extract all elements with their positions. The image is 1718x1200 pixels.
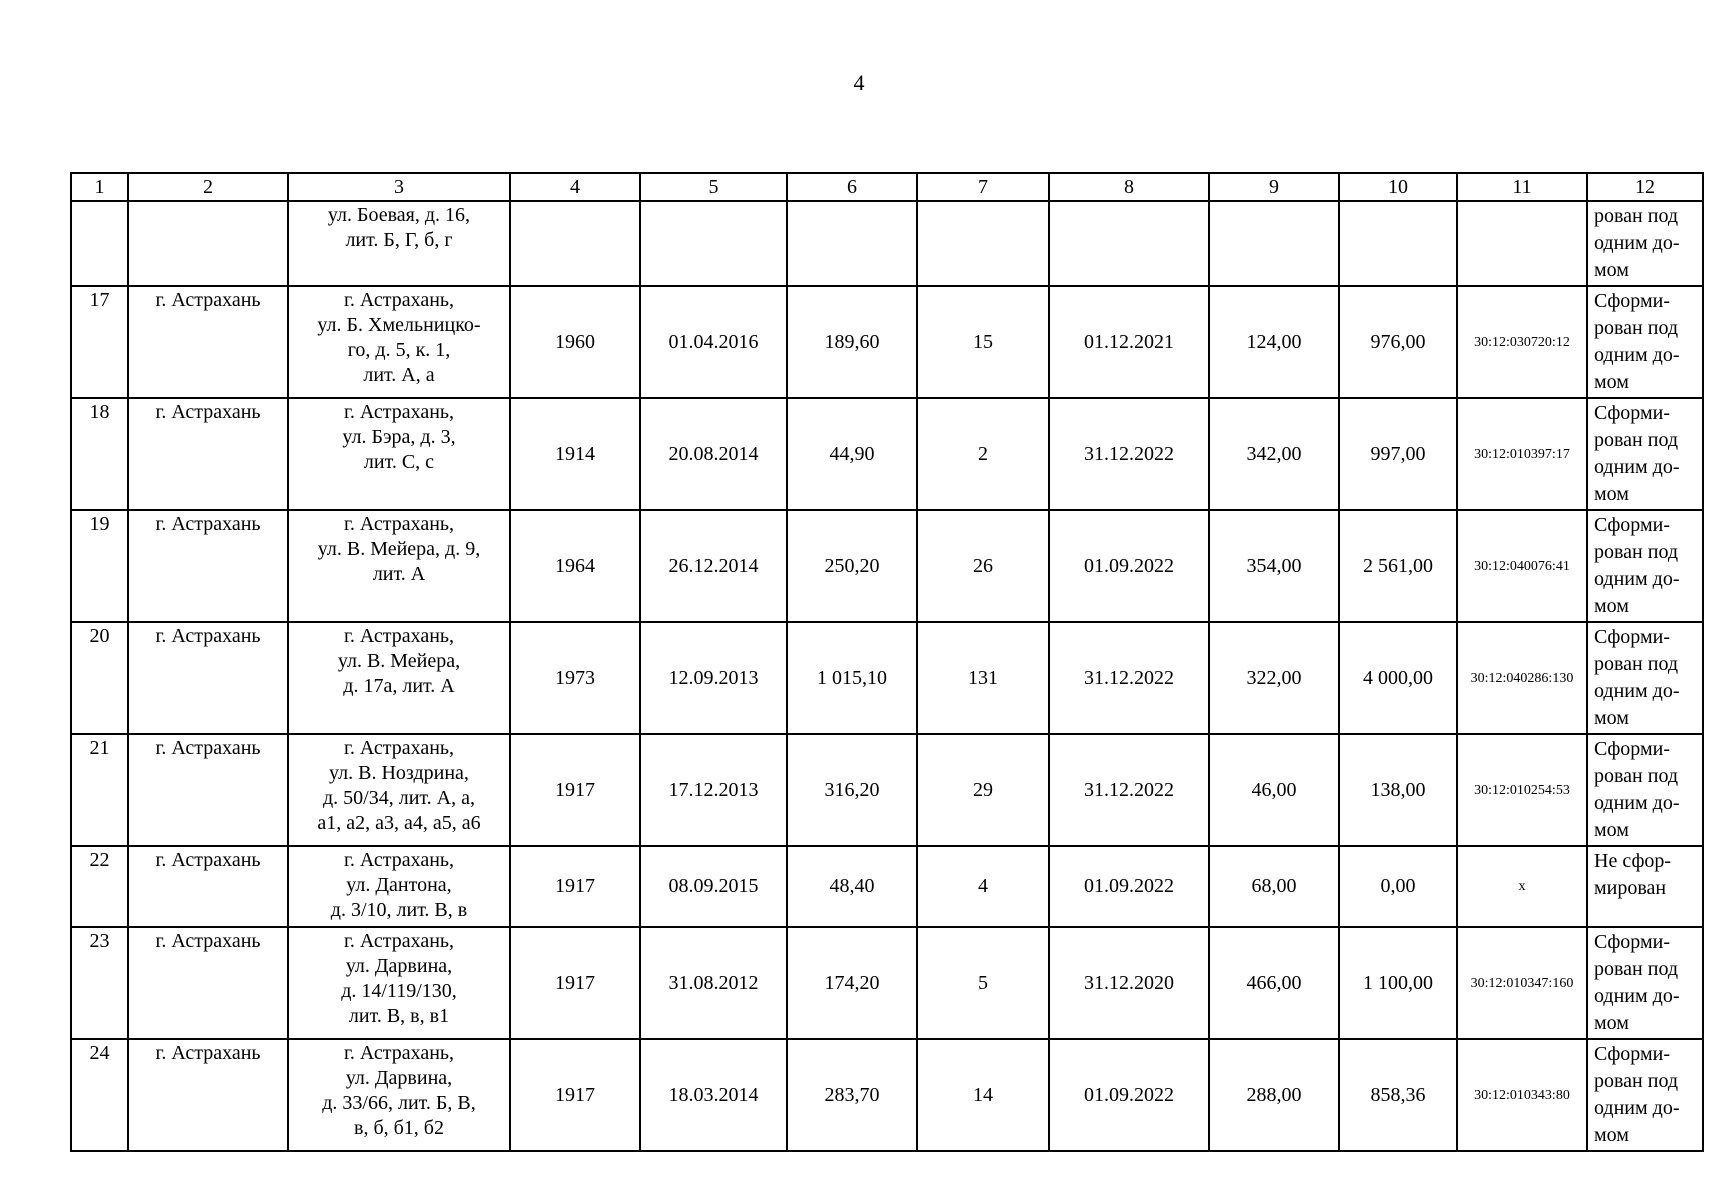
city-cell [128, 201, 288, 286]
cadastral-number-cell: 30:12:010343:80 [1457, 1039, 1587, 1151]
value-cell: 976,00 [1339, 286, 1457, 398]
land-status-cell [1587, 734, 1703, 846]
value-cell: 858,36 [1339, 1039, 1457, 1151]
address-line: ул. Б. Хмельницко- [317, 314, 481, 336]
column-number-row [71, 173, 1703, 201]
row-number-cell: 21 [71, 734, 128, 846]
status-line: Не сфор- [1594, 850, 1672, 872]
column-number: 6 [787, 173, 917, 201]
status-line: мом [1594, 1124, 1629, 1146]
status-line: Сформи- [1594, 290, 1671, 312]
address-line: ул. Дантона, [346, 874, 452, 896]
row-number-cell: 23 [71, 927, 128, 1039]
address-line: лит. Б, Г, б, г [345, 229, 453, 251]
deadline-date-cell: 01.12.2021 [1049, 286, 1209, 398]
value-cell: 354,00 [1209, 510, 1339, 622]
status-line: одним до- [1594, 232, 1680, 254]
cadastral-number-cell: х [1457, 846, 1587, 927]
city-cell: г. Астрахань [128, 510, 288, 622]
deadline-date-cell: 01.09.2022 [1049, 1039, 1209, 1151]
area-cell: 189,60 [787, 286, 917, 398]
date-cell: 20.08.2014 [640, 398, 787, 510]
column-number: 11 [1457, 173, 1587, 201]
deadline-date-cell: 31.12.2022 [1049, 398, 1209, 510]
row-number-cell: 19 [71, 510, 128, 622]
value-cell: 342,00 [1209, 398, 1339, 510]
table-row [71, 510, 1703, 622]
value-cell: 46,00 [1209, 734, 1339, 846]
cadastral-number-cell: 30:12:040286:130 [1457, 622, 1587, 734]
year-built-cell: 1917 [510, 927, 640, 1039]
value-cell: 138,00 [1339, 734, 1457, 846]
date-cell: 26.12.2014 [640, 510, 787, 622]
city-cell: г. Астрахань [128, 622, 288, 734]
address-line: г. Астрахань, [343, 930, 455, 952]
address-line: д. 33/66, лит. Б, В, [322, 1092, 476, 1114]
status-line: одним до- [1594, 344, 1680, 366]
table-row [71, 286, 1703, 398]
residents-count-cell: 29 [917, 734, 1049, 846]
residents-count-cell: 4 [917, 846, 1049, 927]
address-cell [288, 201, 510, 286]
address-line: ул. Бэра, д. 3, [342, 426, 456, 448]
value-cell: 466,00 [1209, 927, 1339, 1039]
page-number: 4 [853, 70, 865, 95]
status-line: одним до- [1594, 1097, 1680, 1119]
status-line: Сформи- [1594, 514, 1671, 536]
area-cell: 250,20 [787, 510, 917, 622]
cadastral-number-cell: 30:12:040076:41 [1457, 510, 1587, 622]
status-line: мом [1594, 707, 1629, 729]
land-status-cell [1587, 1039, 1703, 1151]
address-cell [288, 927, 510, 1039]
status-line: рован под [1594, 958, 1679, 980]
value-cell: 0,00 [1339, 846, 1457, 927]
year-built-cell: 1917 [510, 734, 640, 846]
land-status-cell [1587, 927, 1703, 1039]
address-line: г. Астрахань, [343, 625, 455, 647]
land-status-cell [1587, 201, 1703, 286]
address-cell [288, 398, 510, 510]
column-number: 8 [1049, 173, 1209, 201]
value-cell: 288,00 [1209, 1039, 1339, 1151]
address-line: г. Астрахань, [343, 1042, 455, 1064]
address-line: г. Астрахань, [343, 849, 455, 871]
residents-count-cell: 131 [917, 622, 1049, 734]
value-cell: 124,00 [1209, 286, 1339, 398]
cadastral-number-cell [1457, 201, 1587, 286]
city-cell: г. Астрахань [128, 927, 288, 1039]
address-line: д. 17а, лит. А [343, 675, 455, 697]
residents-count-cell: 15 [917, 286, 1049, 398]
deadline-date-cell: 31.12.2020 [1049, 927, 1209, 1039]
column-number: 5 [640, 173, 787, 201]
city-cell: г. Астрахань [128, 734, 288, 846]
column-number: 9 [1209, 173, 1339, 201]
column-number: 1 [71, 173, 128, 201]
address-line: лит. А, а [363, 364, 435, 386]
column-number: 12 [1587, 173, 1703, 201]
row-number-cell: 20 [71, 622, 128, 734]
status-line: одним до- [1594, 792, 1680, 814]
area-cell: 283,70 [787, 1039, 917, 1151]
year-built-cell [510, 201, 640, 286]
status-line: рован под [1594, 765, 1679, 787]
address-line: д. 14/119/130, [341, 980, 457, 1002]
year-built-cell: 1960 [510, 286, 640, 398]
date-cell: 08.09.2015 [640, 846, 787, 927]
cadastral-number-cell: 30:12:010347:160 [1457, 927, 1587, 1039]
year-built-cell: 1917 [510, 846, 640, 927]
address-line: д. 3/10, лит. В, в [330, 899, 468, 921]
table-row [71, 846, 1703, 927]
cadastral-number-cell: 30:12:010397:17 [1457, 398, 1587, 510]
area-cell [787, 201, 917, 286]
address-cell [288, 734, 510, 846]
status-line: Сформи- [1594, 1043, 1671, 1065]
status-line: одним до- [1594, 568, 1680, 590]
date-cell: 31.08.2012 [640, 927, 787, 1039]
column-number: 4 [510, 173, 640, 201]
table-row [71, 734, 1703, 846]
status-line: мом [1594, 1012, 1629, 1034]
year-built-cell: 1973 [510, 622, 640, 734]
deadline-date-cell [1049, 201, 1209, 286]
address-line: ул. В. Мейера, д. 9, [317, 538, 481, 560]
status-line: мом [1594, 819, 1629, 841]
row-number-cell: 17 [71, 286, 128, 398]
land-status-cell [1587, 510, 1703, 622]
city-cell: г. Астрахань [128, 846, 288, 927]
value-cell [1339, 201, 1457, 286]
residents-count-cell: 26 [917, 510, 1049, 622]
year-built-cell: 1914 [510, 398, 640, 510]
address-line: лит. В, в, в1 [348, 1005, 450, 1027]
deadline-date-cell: 31.12.2022 [1049, 734, 1209, 846]
table-row [71, 398, 1703, 510]
status-line: мом [1594, 483, 1629, 505]
address-line: г. Астрахань, [343, 737, 455, 759]
status-line: Сформи- [1594, 738, 1671, 760]
address-cell [288, 846, 510, 927]
status-line: одним до- [1594, 456, 1680, 478]
status-line: мирован [1594, 877, 1667, 899]
land-status-cell [1587, 398, 1703, 510]
row-number-cell: 22 [71, 846, 128, 927]
status-line: мом [1594, 259, 1629, 281]
address-line: ул. Боевая, д. 16, [327, 204, 471, 226]
table-row [71, 927, 1703, 1039]
date-cell: 18.03.2014 [640, 1039, 787, 1151]
land-status-cell [1587, 286, 1703, 398]
residents-count-cell: 5 [917, 927, 1049, 1039]
address-cell [288, 510, 510, 622]
address-line: г. Астрахань, [343, 289, 455, 311]
area-cell: 174,20 [787, 927, 917, 1039]
deadline-date-cell: 01.09.2022 [1049, 510, 1209, 622]
row-number-cell: 18 [71, 398, 128, 510]
status-line: рован под [1594, 1070, 1679, 1092]
column-number: 7 [917, 173, 1049, 201]
city-cell: г. Астрахань [128, 398, 288, 510]
address-cell [288, 622, 510, 734]
residents-count-cell: 14 [917, 1039, 1049, 1151]
value-cell: 68,00 [1209, 846, 1339, 927]
city-cell: г. Астрахань [128, 286, 288, 398]
address-line: лит. С, с [363, 451, 435, 473]
deadline-date-cell: 31.12.2022 [1049, 622, 1209, 734]
address-line: ул. В. Мейера, [337, 650, 461, 672]
status-line: Сформи- [1594, 626, 1671, 648]
value-cell: 997,00 [1339, 398, 1457, 510]
column-number: 2 [128, 173, 288, 201]
address-line: ул. Дарвина, [345, 1067, 453, 1089]
address-cell [288, 1039, 510, 1151]
housing-registry-table [70, 172, 1704, 1152]
residents-count-cell [917, 201, 1049, 286]
status-line: рован под [1594, 541, 1679, 563]
address-line: ул. Дарвина, [345, 955, 453, 977]
date-cell [640, 201, 787, 286]
value-cell: 2 561,00 [1339, 510, 1457, 622]
land-status-cell [1587, 846, 1703, 927]
status-line: Сформи- [1594, 931, 1671, 953]
column-number: 10 [1339, 173, 1457, 201]
address-cell [288, 286, 510, 398]
year-built-cell: 1964 [510, 510, 640, 622]
table-row [71, 622, 1703, 734]
cadastral-number-cell: 30:12:030720:12 [1457, 286, 1587, 398]
address-line: го, д. 5, к. 1, [347, 339, 451, 361]
row-number-cell: 24 [71, 1039, 128, 1151]
cadastral-number-cell: 30:12:010254:53 [1457, 734, 1587, 846]
area-cell: 48,40 [787, 846, 917, 927]
status-line: рован под [1594, 429, 1679, 451]
value-cell: 1 100,00 [1339, 927, 1457, 1039]
date-cell: 01.04.2016 [640, 286, 787, 398]
column-number: 3 [288, 173, 510, 201]
status-line: рован под [1594, 653, 1679, 675]
area-cell: 316,20 [787, 734, 917, 846]
address-line: д. 50/34, лит. А, а, [323, 787, 475, 809]
value-cell: 322,00 [1209, 622, 1339, 734]
table-row [71, 1039, 1703, 1151]
residents-count-cell: 2 [917, 398, 1049, 510]
value-cell: 4 000,00 [1339, 622, 1457, 734]
address-line: г. Астрахань, [343, 513, 455, 535]
address-line: в, б, б1, б2 [354, 1117, 444, 1139]
area-cell: 1 015,10 [787, 622, 917, 734]
status-line: рован под [1594, 205, 1679, 227]
area-cell: 44,90 [787, 398, 917, 510]
date-cell: 17.12.2013 [640, 734, 787, 846]
address-line: ул. В. Ноздрина, [329, 762, 469, 784]
status-line: мом [1594, 595, 1629, 617]
table-row [71, 201, 1703, 286]
address-line: лит. А [372, 563, 426, 585]
address-line: г. Астрахань, [343, 401, 455, 423]
row-number-cell [71, 201, 128, 286]
status-line: рован под [1594, 317, 1679, 339]
status-line: мом [1594, 371, 1629, 393]
status-line: Сформи- [1594, 402, 1671, 424]
deadline-date-cell: 01.09.2022 [1049, 846, 1209, 927]
status-line: одним до- [1594, 680, 1680, 702]
land-status-cell [1587, 622, 1703, 734]
status-line: одним до- [1594, 985, 1680, 1007]
address-line: а1, а2, а3, а4, а5, а6 [317, 812, 481, 834]
value-cell [1209, 201, 1339, 286]
date-cell: 12.09.2013 [640, 622, 787, 734]
year-built-cell: 1917 [510, 1039, 640, 1151]
city-cell: г. Астрахань [128, 1039, 288, 1151]
